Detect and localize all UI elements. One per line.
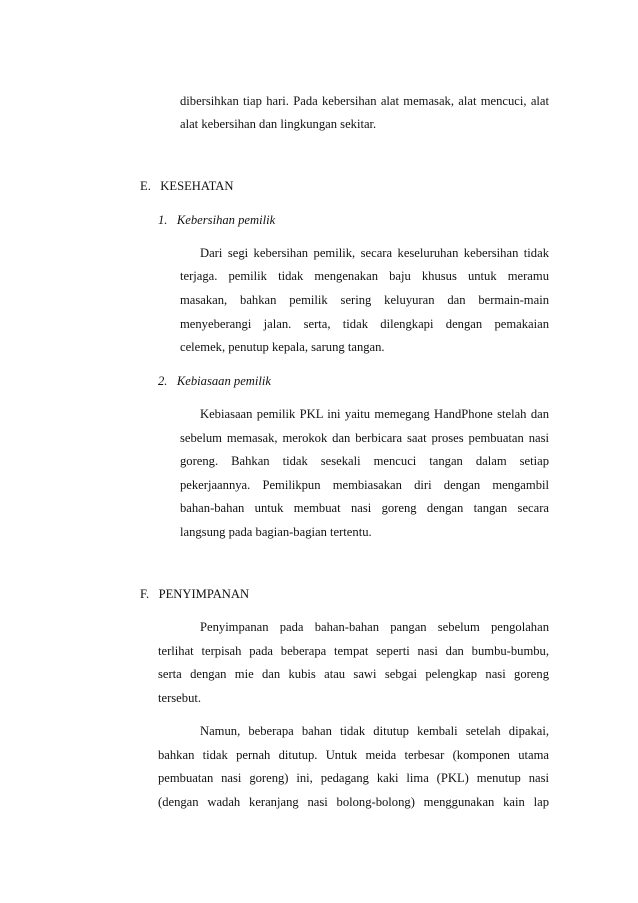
para-2-line-4: (dengan wadah keranjang nasi bolong-bolong) menggunakan kain lap — [158, 795, 549, 809]
item-2-line-3: goreng. Bahkan tidak sesekali mencuci tangan dalam setiap — [180, 454, 549, 468]
item-1-line-5: celemek, penutup kepala, sarung tangan. — [180, 340, 385, 354]
para-1-line-3: serta dengan mie dan kubis atau sawi sebgai pelengkap nasi goreng — [158, 667, 549, 681]
para-1-line-2: terlihat terpisah pada beberapa tempat seperti nasi dan bumbu-bumbu, — [158, 644, 549, 658]
para-2-line-2: bahkan tidak pernah ditutup. Untuk meida terbesar (komponen utama — [158, 748, 549, 762]
item-2-line-1: Kebiasaan pemilik PKL ini yaitu memegang HandPhone stelah dan — [200, 407, 549, 421]
item-2-line-4: pekerjaannya. Pemilikpun membiasakan diri dengan mengambil — [180, 478, 549, 492]
intro-line-1: dibersihkan tiap hari. Pada kebersihan alat memasak, alat mencuci, alat — [180, 94, 549, 108]
para-1-line-1: Penyimpanan pada bahan-bahan pangan sebelum pengolahan — [200, 620, 549, 634]
item-1-line-2: terjaga. pemilik tidak mengenakan baju khusus untuk meramu — [180, 269, 549, 283]
item-1-line-4: menyeberangi jalan. serta, tidak dilengkapi dengan pemakaian — [180, 317, 549, 331]
intro-line-2: alat kebersihan dan lingkungan sekitar. — [180, 117, 377, 131]
item-2-line-5: bahan-bahan untuk membuat nasi goreng dengan tangan secara — [180, 501, 549, 515]
para-1-line-4: tersebut. — [158, 691, 202, 705]
item-2-line-6: langsung pada bagian-bagian tertentu. — [180, 525, 372, 539]
para-2-line-3: pembuatan nasi goreng) ini, pedagang kaki lima (PKL) menutup nasi — [158, 771, 549, 785]
item-1-title: 1. Kebersihan pemilik — [158, 213, 276, 227]
item-2-line-2: sebelum memasak, merokok dan berbicara saat proses pembuatan nasi — [180, 431, 549, 445]
para-2-line-1: Namun, beberapa bahan tidak ditutup kembali setelah dipakai, — [200, 724, 549, 738]
item-1-line-1: Dari segi kebersihan pemilik, secara keseluruhan kebersihan tidak — [200, 246, 549, 260]
item-2-title: 2. Kebiasaan pemilik — [158, 374, 271, 388]
section-f-heading: F. PENYIMPANAN — [140, 587, 250, 601]
section-e-heading: E. KESEHATAN — [140, 179, 234, 193]
item-1-line-3: masakan, bahkan pemilik sering keluyuran dan bermain-main — [180, 293, 549, 307]
